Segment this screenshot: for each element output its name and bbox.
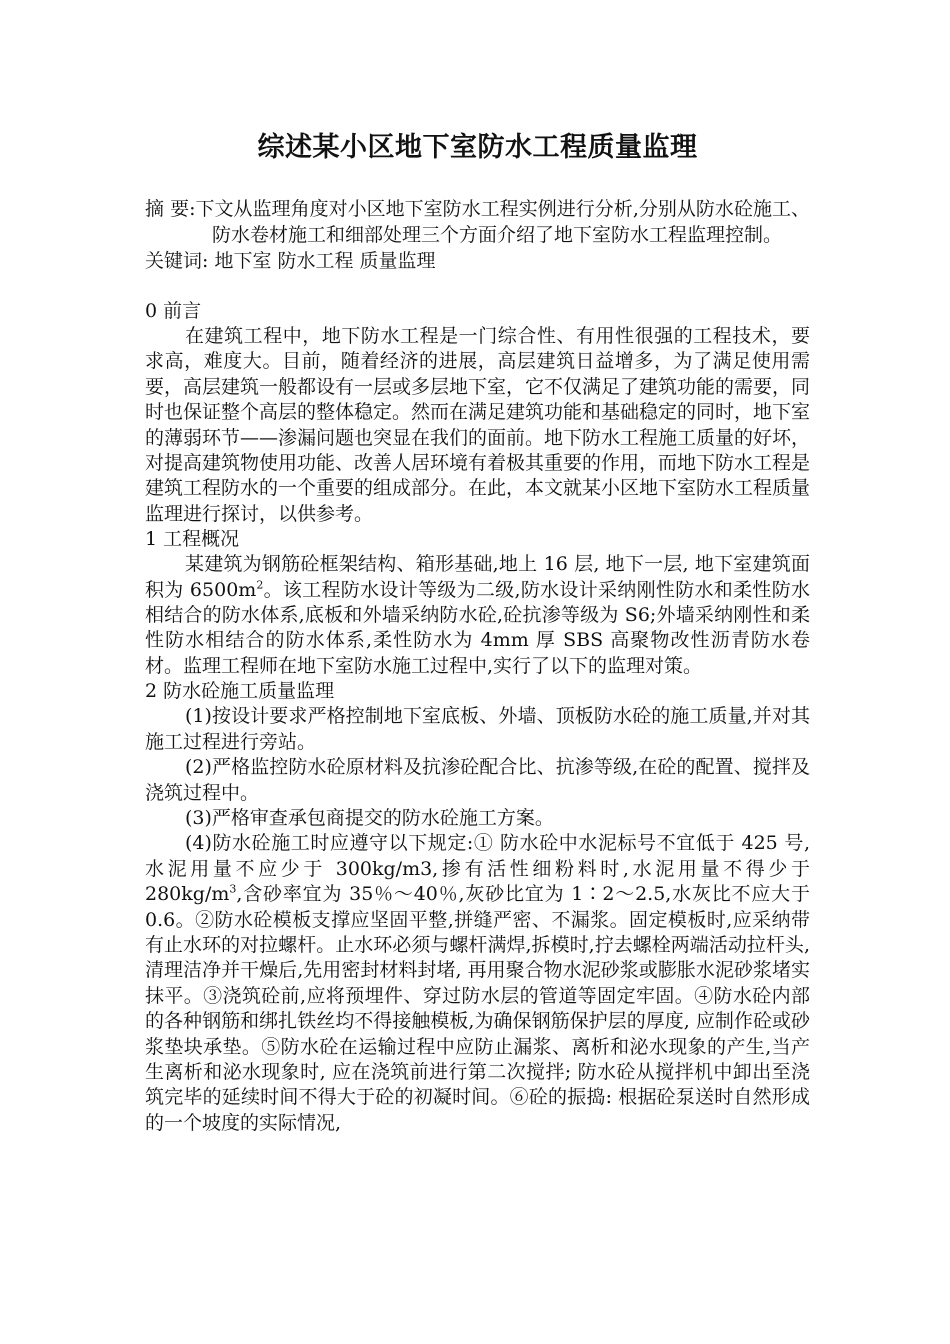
overview-text-b: 。该工程防水设计等级为二级,防水设计采纳刚性防水和柔性防水相结合的防水体系,底板和外墙采纳防水砼,砼抗渗等级为 S6;外墙采纳刚性和柔性防水相结合的防水体系,柔性防水为 4mm 厚 SBS 高聚物改性沥青防水卷材。监理工程师在地下室防水施工过程中,实行了以下的监理对策。	[145, 578, 810, 677]
document-title: 综述某小区地下室防水工程质量监理	[257, 132, 698, 163]
section-heading-overview: 1 工程概况	[145, 528, 240, 551]
keywords-label: 关键词:	[145, 250, 209, 272]
superscript-2: 2	[256, 578, 264, 592]
abstract-text: 下文从监理角度对小区地下室防水工程实例进行分析,分别从防水砼施工、防水卷材施工和细部处理三个方面介绍了地下室防水工程监理控制。	[195, 198, 810, 246]
spacer	[145, 274, 810, 299]
paragraph-item-3: (3)严格审查承包商提交的防水砼施工方案。	[185, 806, 554, 829]
paragraph-overview	[145, 552, 810, 679]
paragraph-preface: 在建筑工程中，地下防水工程是一门综合性、有用性很强的工程技术，要求高，难度大。目前，随着经济的进展，高层建筑日益增多，为了满足使用需要，高层建筑一般都设有一层或多层地下室，它不仅满足了建筑功能的需要，同时也保证整个高层的整体稳定。然而在满足建筑功能和基础稳定的同时，地下室的薄弱环节——渗漏问题也突显在我们的面前。地下防水工程施工质量的好坏，对提高建筑物使用功能、改善人居环境有着极其重要的作用，而地下防水工程是建筑工程防水的一个重要的组成部分。在此，本文就某小区地下室防水工程质量监理进行探讨，以供参考。	[145, 325, 811, 525]
abstract-label: 摘 要:	[145, 198, 196, 220]
section-heading-concrete: 2 防水砼施工质量监理	[145, 680, 335, 703]
keywords	[145, 248, 810, 274]
paragraph-item-4	[145, 831, 810, 1136]
item-4-text-a: (4)防水砼施工时应遵守以下规定:① 防水砼中水泥标号不宜低于 425 号,水泥用量不应少于 300kg/m3,掺有活性细粉料时,水泥用量不得少于 280kg/m	[145, 832, 810, 906]
paragraph-item-2: (2)严格监控防水砼原材料及抗渗砼配合比、抗渗等级,在砼的配置、搅拌及浇筑过程中。	[145, 756, 810, 804]
keywords-text: 地下室 防水工程 质量监理	[208, 250, 436, 272]
abstract	[145, 196, 810, 248]
paragraph-item-1: (1)按设计要求严格控制地下室底板、外墙、顶板防水砼的施工质量,并对其施工过程进行旁站。	[145, 705, 810, 753]
section-heading-preface: 0 前言	[145, 300, 202, 322]
superscript-3: 3	[229, 882, 237, 896]
document-page	[145, 128, 810, 1136]
item-4-text-b: ,含砂率宜为 35％～40％,灰砂比宜为 1∶2～2.5,水灰比不应大于 0.6。②防水砼模板支撑应坚固平整,拼缝严密、不漏浆。固定模板时,应采纳带有止水环的对拉螺杆。止水环必须与螺杆满焊,拆模时,拧去螺栓两端活动拉杆头,清理洁净并干燥后,先用密封材料封堵, 再用聚合物水泥砂浆或膨胀水泥砂浆堵实抹平。③浇筑砼前,应将预埋件、穿过防水层的管道等固定牢固。④防水砼内部的各种钢筋和绑扎铁丝均不得接触模板,为确保钢筋保护层的厚度, 应制作砼或砂浆垫块承垫。⑤防水砼在运输过程中应防止漏浆、离析和泌水现象的产生,当产生离析和泌水现象时, 应在浇筑前进行第二次搅拌; 防水砼从搅拌机中卸出至浇筑完毕的延续时间不得大于砼的初凝时间。⑥砼的振捣: 根据砼泵送时自然形成的一个坡度的实际情况,	[145, 883, 810, 1134]
overview-text-a: 某建筑为钢筋砼框架结构、箱形基础,地上 16 层, 地下一层, 地下室建筑面积为 6500m	[145, 553, 810, 601]
